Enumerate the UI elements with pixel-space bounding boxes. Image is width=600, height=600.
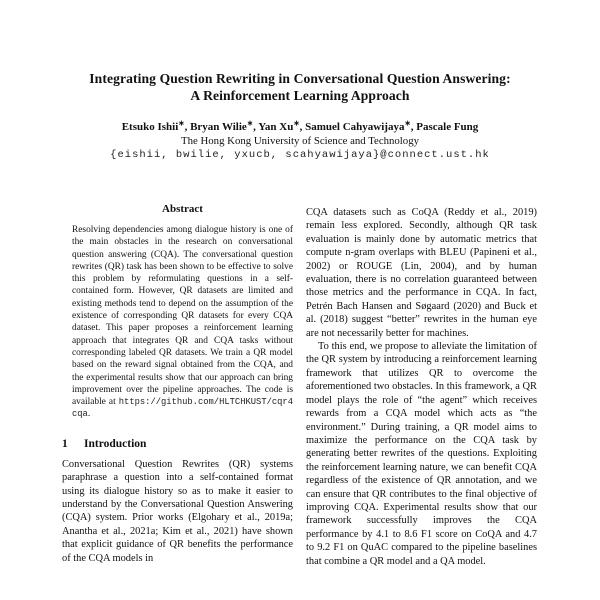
- author-line: [0, 118, 600, 134]
- author-name: Etsuko Ishii∗,: [121, 118, 191, 133]
- section-heading-introduction: [62, 438, 293, 451]
- paper-title-line-2: A Reinforcement Learning Approach: [190, 88, 410, 103]
- author-name: Bryan Wilie∗,: [190, 118, 259, 133]
- left-column: [62, 203, 293, 568]
- two-column-body: [62, 203, 537, 568]
- body-paragraph: CQA datasets such as CoQA (Reddy et al., 2019) remain less explored. Secondly, although QR task evaluation is mainly done by automatic metrics that compute n-gram overlaps with BLEU (Papineni et al., 2002) or ROUGE (Lin, 2004), and by human evaluation, there is no correlation guaranteed between those metrics and the performance in CQA. In fact, Petrén Bach Hansen and Søgaard (2020) and Buck et al. (2018) suggest “better” rewrites in the human eye are not necessarily better for machines.: [306, 207, 537, 339]
- author-footnote-mark: ∗: [404, 118, 411, 128]
- abstract-body-text: Resolving dependencies among dialogue history is one of the main obstacles in the research on conversational question answering (CQA). The conversational question rewrites (QR) task has been shown to be effective to solve this problem by reformulating questions in a self-contained form. However, QR datasets are limited and existing methods tend to depend on the assumption of the existence of corresponding QR datasets for every CQA dataset. This paper proposes a reinforcement learning approach that integrates QR and CQA tasks without corresponding labeled QR datasets. We train a QR model based on the reward signal obtained from the CQA, and the experimental results show that our approach can bring improvement over the pipeline approaches. The code is available at: [72, 225, 293, 408]
- author-footnote-mark: ∗: [178, 118, 185, 128]
- author-separator: ,: [410, 121, 417, 133]
- author-separator: ,: [299, 121, 306, 133]
- section-number: 1: [62, 437, 68, 450]
- abstract-text: [72, 224, 293, 421]
- right-column: [306, 203, 537, 568]
- author-separator: ,: [184, 121, 191, 133]
- body-paragraph: To this end, we propose to alleviate the limitation of the QR system by introducing a reinforcement learning framework that utilizes QR to overcome the aforementioned two obstacles. In this framework, a QR model plays the role of “the agent” which receives rewards from a CQA model which acts as “the environment.” During training, a QR model aims to maximize the performance on the CQA task by generating better rewrites of the questions. Exploiting the reinforcement learning nature, we can benefit CQA regardless of the existence of QR annotation, and we can ensure that QR contributes to the final objective of improving CQA. Experimental results show that our framework successfully improves the CQA performance by 4.1 to 8.6 F1 score on CoQA and 4.7 to 9.2 F1 on QuAC compared to the pipeline baselines that combine a QR model and a QA model.: [306, 341, 537, 567]
- introduction-paragraph: Conversational Question Rewrites (QR) systems paraphrase a question into a self-contained format using its dialogue history so as to make it easier to understand by the Conversational Question Answering (CQA) system. Prior works (Elgohary et al., 2019a; Anantha et al., 2021a; Kim et al., 2021) have shown that explicit guidance of QR benefits the performance of the CQA models in: [62, 458, 293, 564]
- paper-header: [0, 70, 600, 162]
- author-footnote-mark: ∗: [246, 118, 254, 128]
- abstract-trailing-period: .: [87, 409, 91, 420]
- affiliation: The Hong Kong University of Science and Technology: [180, 135, 420, 147]
- author-name: Samuel Cahyawijaya∗,: [305, 118, 417, 133]
- author-emails: {eishii, bwilie, yxucb, scahyawijaya}@connect.ust.hk: [110, 149, 490, 161]
- author-name: Pascale Fung: [416, 121, 479, 133]
- section-title: Introduction: [84, 437, 147, 450]
- author-name: Yan Xu∗,: [258, 118, 306, 133]
- paper-title-line-1: Integrating Question Rewriting in Conversational Question Answering:: [89, 71, 511, 86]
- abstract-section: [72, 203, 293, 421]
- code-repository-link[interactable]: https://github.com/HLTCHKUST/cqr4cqa: [72, 397, 293, 420]
- author-footnote-mark: ∗: [293, 118, 300, 128]
- author-separator: ,: [253, 121, 259, 133]
- abstract-heading: Abstract: [162, 203, 203, 215]
